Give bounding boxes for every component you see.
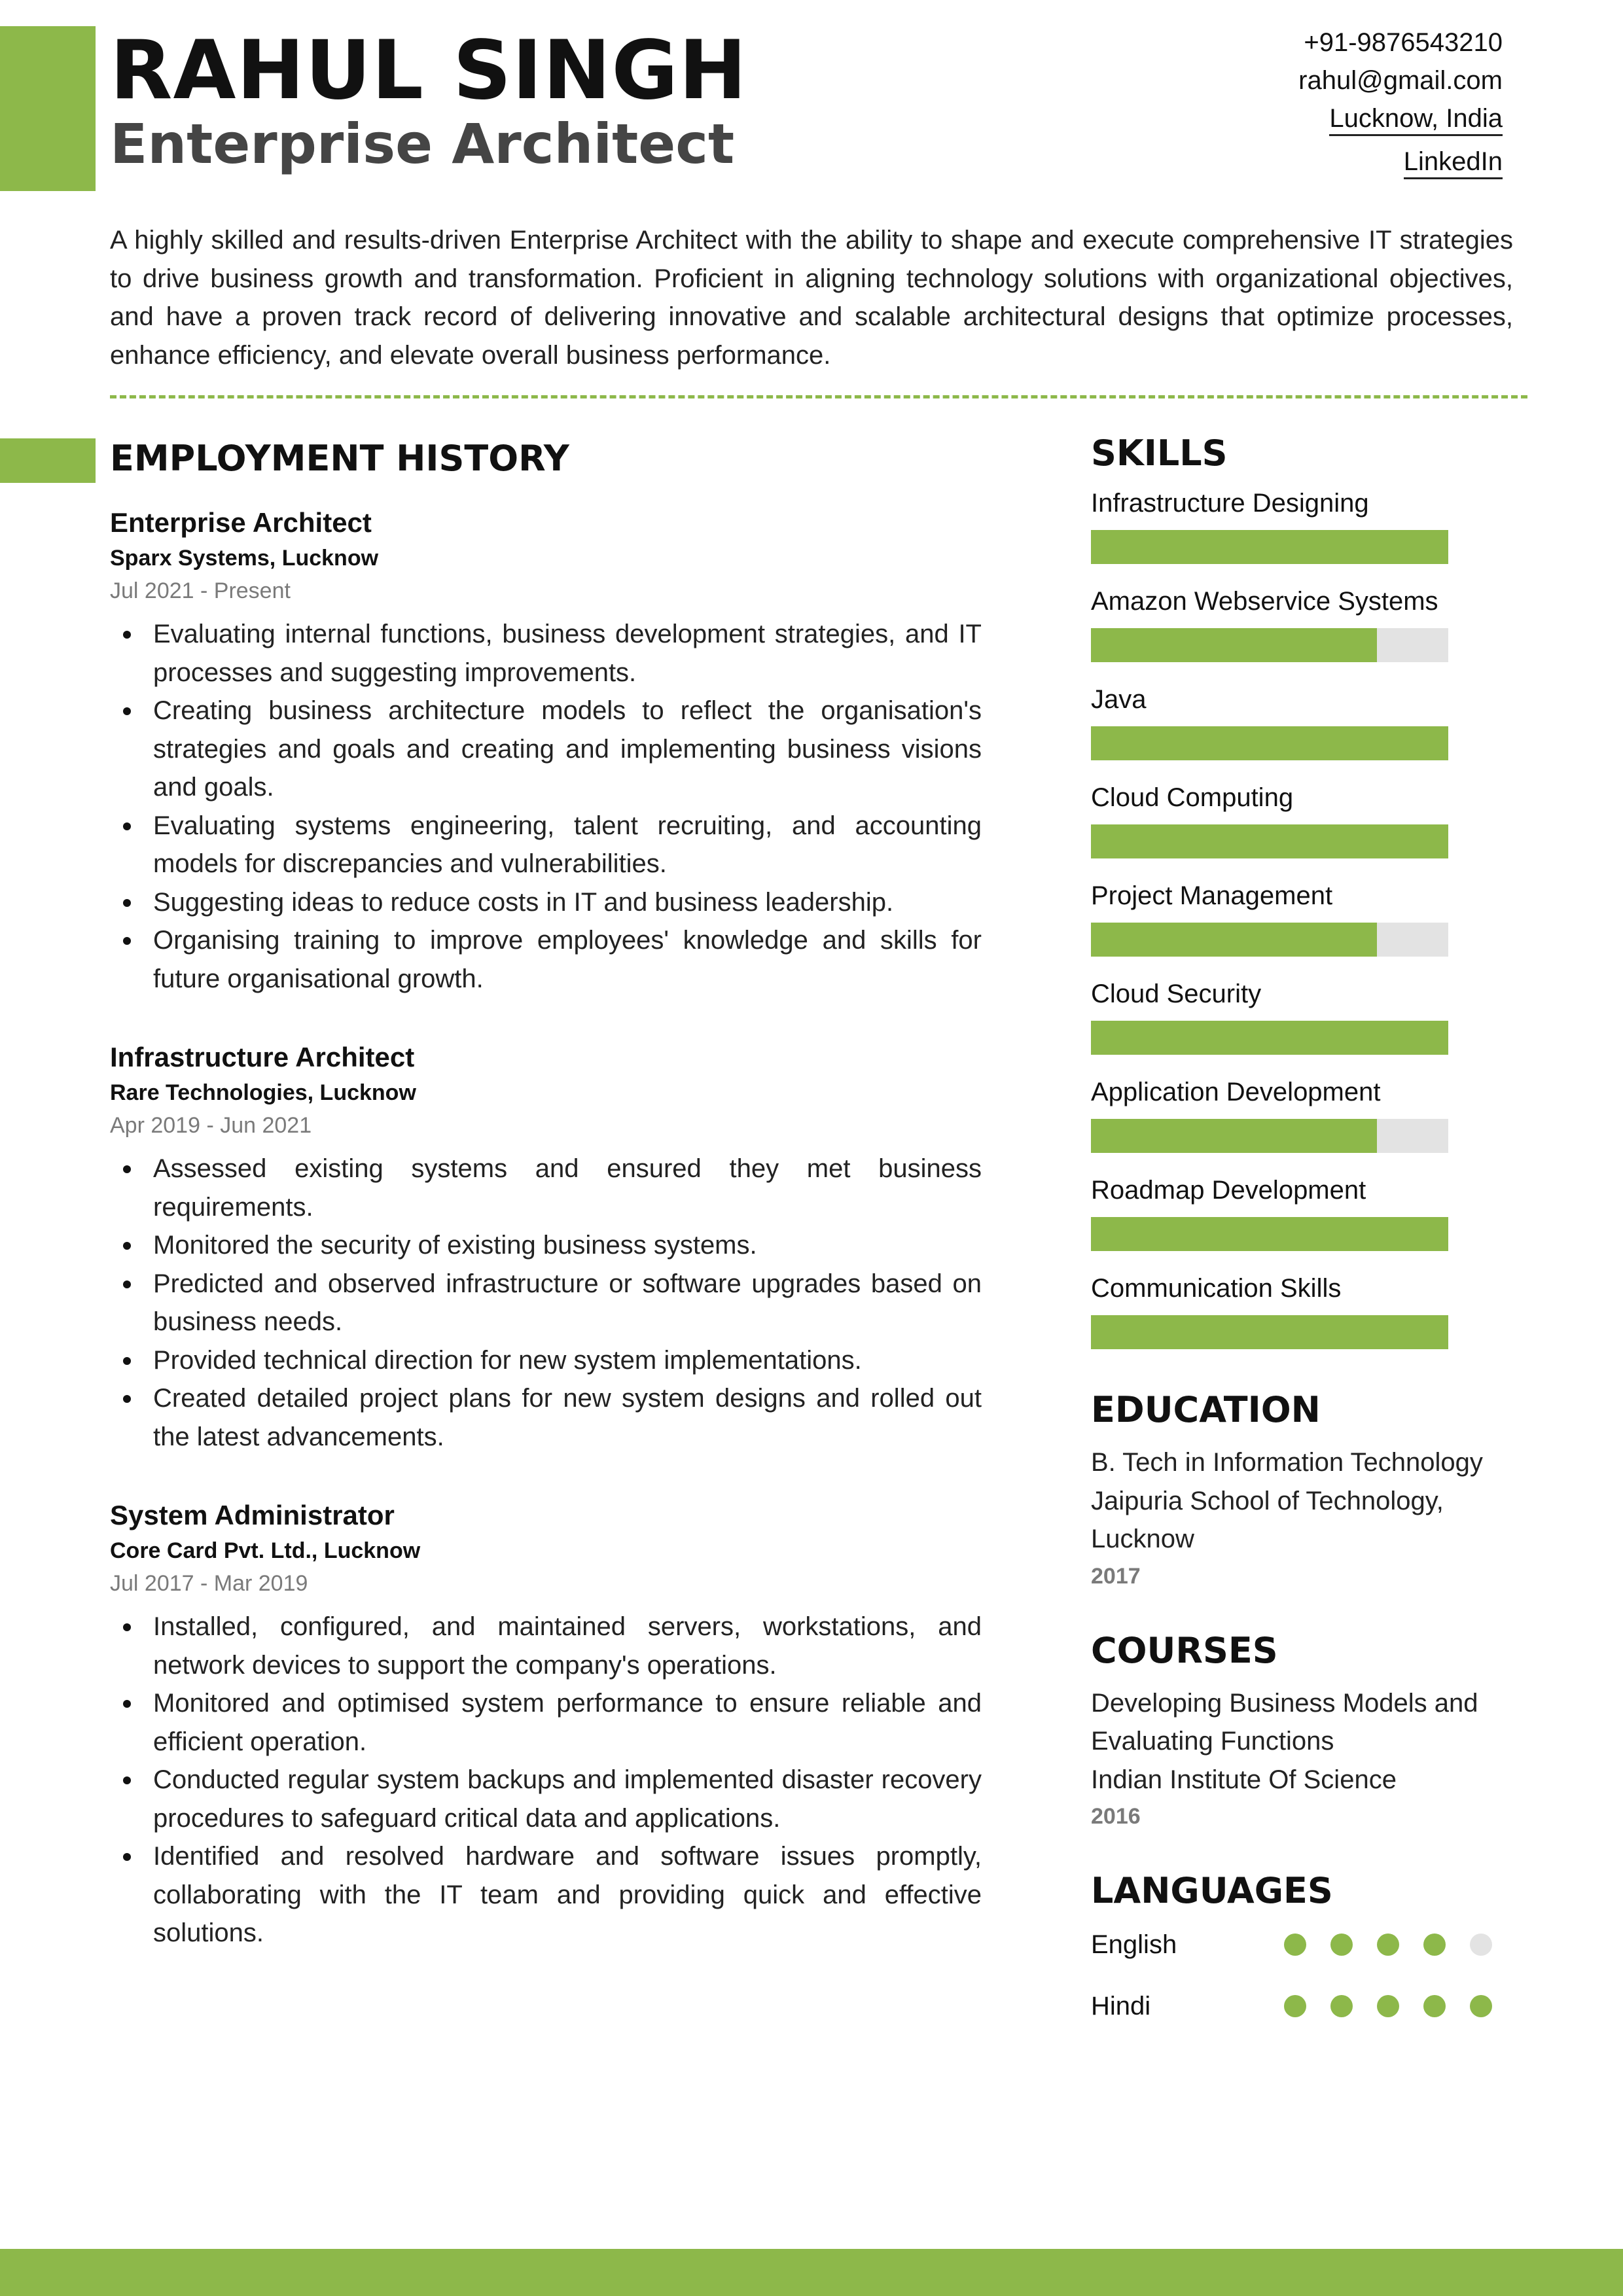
section-divider xyxy=(110,395,1527,398)
job-bullet: Created detailed project plans for new system designs and rolled out the latest advancements. xyxy=(110,1379,982,1456)
job-entry xyxy=(110,1496,982,1952)
languages-heading: LANGUAGES xyxy=(1091,1870,1333,1911)
skills-list xyxy=(1091,484,1536,1349)
job-entry xyxy=(110,1038,982,1456)
job-role: System Administrator xyxy=(110,1500,395,1530)
location-link[interactable]: Lucknow, India xyxy=(1329,103,1503,136)
course-year: 2016 xyxy=(1091,1804,1141,1829)
job-bullet: Evaluating systems engineering, talent recruiting, and accounting models for discrepancies and vulnerabilities. xyxy=(110,807,982,883)
education-heading: EDUCATION xyxy=(1091,1389,1321,1430)
contact-block xyxy=(1298,24,1503,186)
skill-level-bar xyxy=(1091,923,1448,957)
course-institute: Indian Institute Of Science xyxy=(1091,1765,1397,1794)
language-rating xyxy=(1284,1995,1516,2017)
skill-item xyxy=(1091,1269,1536,1349)
skill-level-bar xyxy=(1091,1217,1448,1251)
language-row xyxy=(1091,1975,1536,2037)
languages-section xyxy=(1091,1868,1536,2037)
education-year: 2017 xyxy=(1091,1563,1141,1589)
skill-level-bar xyxy=(1091,530,1448,564)
email-address[interactable]: rahul@gmail.com xyxy=(1298,66,1503,95)
skill-name: Cloud Security xyxy=(1091,980,1262,1008)
skill-level-bar xyxy=(1091,824,1448,858)
skill-level-fill xyxy=(1091,1217,1448,1251)
courses-heading: COURSES xyxy=(1091,1629,1278,1671)
skill-level-fill xyxy=(1091,726,1448,760)
skill-name: Amazon Webservice Systems xyxy=(1091,587,1438,616)
skill-item xyxy=(1091,975,1536,1055)
skill-level-bar xyxy=(1091,1315,1448,1349)
course-title-cont: Evaluating Functions xyxy=(1091,1727,1334,1756)
language-row xyxy=(1091,1914,1536,1975)
job-entry xyxy=(110,504,982,998)
phone-number[interactable]: +91-9876543210 xyxy=(1304,28,1503,57)
skill-level-fill xyxy=(1091,628,1377,662)
skill-level-fill xyxy=(1091,923,1377,957)
skill-level-bar xyxy=(1091,1119,1448,1153)
skill-level-fill xyxy=(1091,824,1448,858)
job-company: Core Card Pvt. Ltd., Lucknow xyxy=(110,1538,421,1563)
skill-level-bar xyxy=(1091,726,1448,760)
language-name: English xyxy=(1091,1930,1177,1959)
sidebar-column xyxy=(1091,431,1536,2037)
job-company: Sparx Systems, Lucknow xyxy=(110,546,379,571)
job-dates: Jul 2021 - Present xyxy=(110,578,291,603)
rating-dot-icon xyxy=(1470,1995,1492,2017)
skill-item xyxy=(1091,582,1536,662)
professional-summary: A highly skilled and results-driven Enterprise Architect with the ability to shape and execute comprehensive IT strategies to drive business growth and transformation. Proficient in aligning technology solutions with organizational objectives, and have a proven track record of delivering innovative and scalable architectural designs that optimize processes, enhance efficiency, and elevate overall business performance. xyxy=(110,226,1513,370)
rating-dot-icon xyxy=(1284,1934,1306,1956)
rating-dot-icon xyxy=(1470,1934,1492,1956)
rating-dot-icon xyxy=(1330,1995,1353,2017)
skill-level-fill xyxy=(1091,1315,1448,1349)
skill-item xyxy=(1091,877,1536,957)
skill-item xyxy=(1091,1171,1536,1251)
job-bullets xyxy=(110,615,982,998)
skill-name: Communication Skills xyxy=(1091,1274,1342,1303)
job-bullets xyxy=(110,1150,982,1456)
job-bullet: Monitored and optimised system performance to ensure reliable and efficient operation. xyxy=(110,1684,982,1761)
rating-dot-icon xyxy=(1423,1995,1446,2017)
job-bullet: Installed, configured, and maintained servers, workstations, and network devices to support the company's operations. xyxy=(110,1608,982,1684)
candidate-title: Enterprise Architect xyxy=(110,112,735,176)
job-dates: Jul 2017 - Mar 2019 xyxy=(110,1571,308,1596)
skill-level-fill xyxy=(1091,1119,1377,1153)
education-section xyxy=(1091,1387,1536,1594)
job-bullet: Predicted and observed infrastructure or software upgrades based on business needs. xyxy=(110,1265,982,1341)
employment-accent-block xyxy=(0,438,96,483)
skill-item xyxy=(1091,779,1536,858)
skill-name: Application Development xyxy=(1091,1078,1381,1106)
skill-item xyxy=(1091,484,1536,564)
job-bullet: Monitored the security of existing business systems. xyxy=(110,1226,982,1265)
education-degree: B. Tech in Information Technology xyxy=(1091,1448,1483,1477)
job-bullet: Suggesting ideas to reduce costs in IT and business leadership. xyxy=(110,883,982,922)
footer-accent-bar xyxy=(0,2249,1623,2296)
job-role: Enterprise Architect xyxy=(110,507,372,538)
skill-name: Java xyxy=(1091,685,1147,714)
skill-name: Cloud Computing xyxy=(1091,783,1294,812)
languages-list xyxy=(1091,1914,1536,2037)
job-bullet: Organising training to improve employees' knowledge and skills for future organisational growth. xyxy=(110,921,982,998)
rating-dot-icon xyxy=(1284,1995,1306,2017)
courses-section xyxy=(1091,1628,1536,1835)
job-bullet: Conducted regular system backups and implemented disaster recovery procedures to safeguard critical data and applications. xyxy=(110,1761,982,1837)
skill-level-fill xyxy=(1091,530,1448,564)
job-bullet: Creating business architecture models to reflect the organisation's strategies and goals and creating and implementing business visions and goals. xyxy=(110,692,982,807)
job-dates: Apr 2019 - Jun 2021 xyxy=(110,1113,312,1138)
education-school-city: Lucknow xyxy=(1091,1525,1194,1553)
job-bullets xyxy=(110,1608,982,1952)
job-bullet: Identified and resolved hardware and software issues promptly, collaborating with the IT team and providing quick and effective solutions. xyxy=(110,1837,982,1952)
skill-level-bar xyxy=(1091,628,1448,662)
header-accent-block xyxy=(0,26,96,191)
job-company: Rare Technologies, Lucknow xyxy=(110,1080,416,1105)
employment-list xyxy=(110,504,982,1993)
language-name: Hindi xyxy=(1091,1991,1151,2021)
language-rating xyxy=(1284,1934,1516,1956)
job-bullet: Provided technical direction for new system implementations. xyxy=(110,1341,982,1380)
job-bullet: Assessed existing systems and ensured they met business requirements. xyxy=(110,1150,982,1226)
skills-heading: SKILLS xyxy=(1091,433,1228,474)
rating-dot-icon xyxy=(1377,1995,1399,2017)
rating-dot-icon xyxy=(1377,1934,1399,1956)
skill-name: Roadmap Development xyxy=(1091,1176,1366,1205)
skill-name: Infrastructure Designing xyxy=(1091,489,1369,518)
rating-dot-icon xyxy=(1423,1934,1446,1956)
skill-item xyxy=(1091,680,1536,760)
job-bullet: Evaluating internal functions, business development strategies, and IT processes and suggesting improvements. xyxy=(110,615,982,692)
education-school: Jaipuria School of Technology, xyxy=(1091,1486,1444,1515)
linkedin-link[interactable]: LinkedIn xyxy=(1404,146,1503,179)
job-role: Infrastructure Architect xyxy=(110,1042,415,1072)
course-title: Developing Business Models and xyxy=(1091,1688,1478,1718)
skill-level-fill xyxy=(1091,1021,1448,1055)
skill-level-bar xyxy=(1091,1021,1448,1055)
candidate-name: RAHUL SINGH xyxy=(110,24,747,118)
employment-heading: EMPLOYMENT HISTORY xyxy=(110,438,569,479)
skill-name: Project Management xyxy=(1091,881,1333,910)
rating-dot-icon xyxy=(1330,1934,1353,1956)
skill-item xyxy=(1091,1073,1536,1153)
